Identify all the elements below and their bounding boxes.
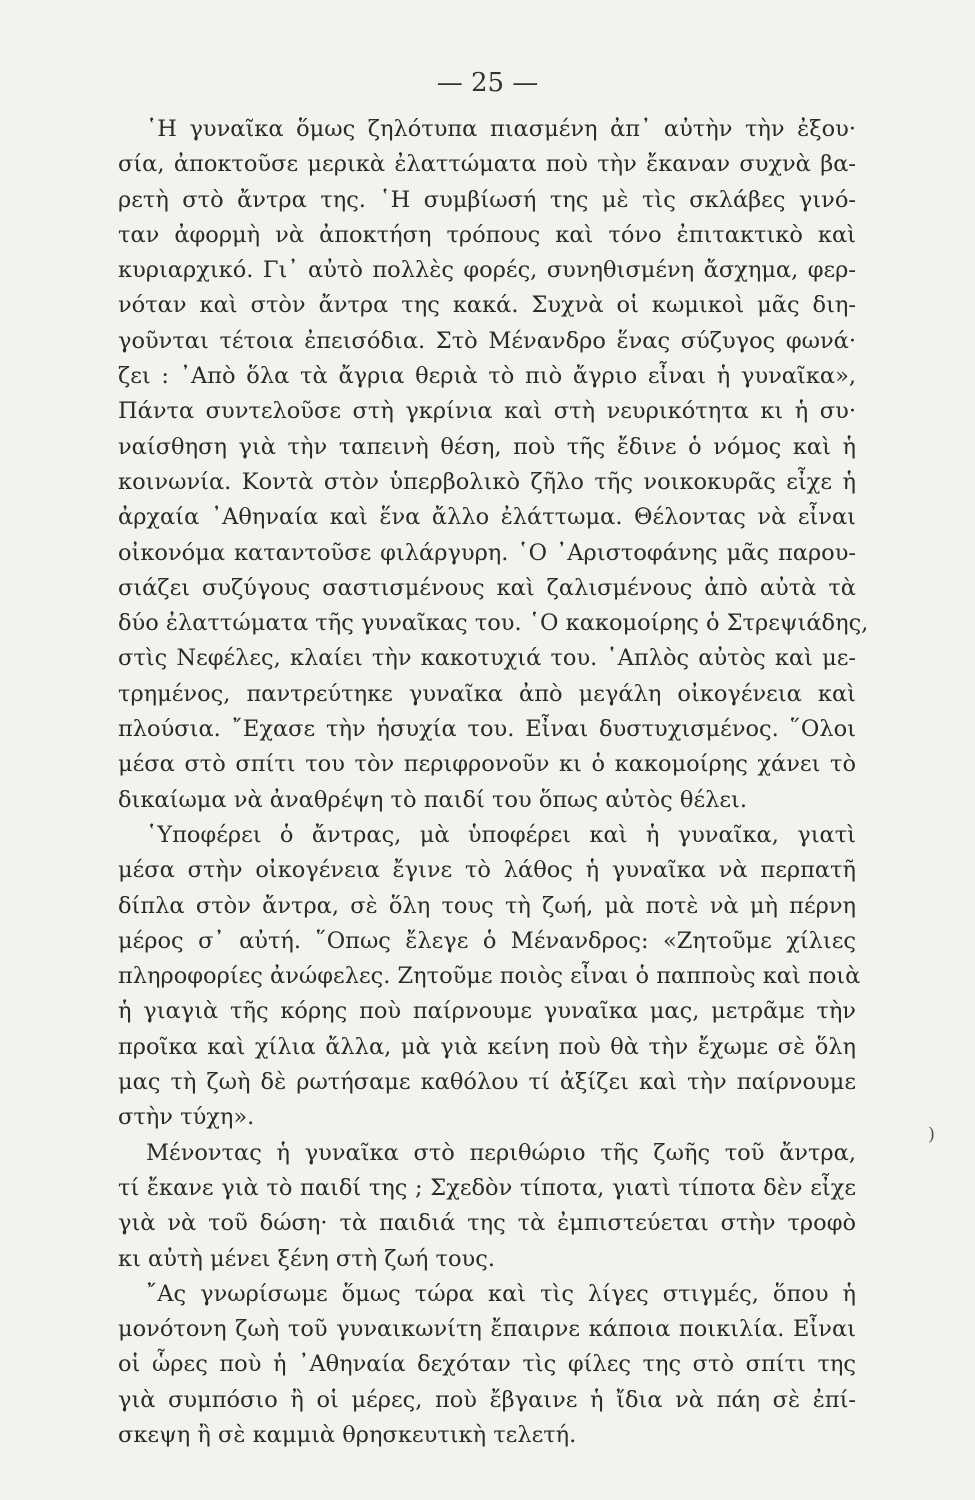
margin-mark: ) (928, 1124, 936, 1145)
text-line: ῾Η γυναῖκα ὅμως ζηλότυπα πιασμένη ἀπ᾿ αὐτὴν τὴν ἐξου· (146, 116, 856, 142)
text-line: στὴν τύχη». (118, 1104, 255, 1131)
text-line: μονότονη ζωὴ τοῦ γυναικωνίτη ἔπαιρνε κάποια ποικιλία. Εἶναι (118, 1316, 856, 1343)
text-line: σία, ἀποκτοῦσε μερικὰ ἐλαττώματα ποὺ τὴν ἔκαναν συχνὰ βα- (118, 151, 856, 178)
text-line: μέρος σ᾿ αὐτή. ῞Οπως ἔλεγε ὁ Μένανδρος: «Ζητοῦμε χίλιες (118, 927, 856, 954)
text-line: ἀρχαία ᾽Αθηναία καὶ ἕνα ἄλλο ἐλάττωμα. Θέλοντας νὰ εἶναι (118, 504, 856, 531)
text-line: στὶς Νεφέλες, κλαίει τὴν κακοτυχιά του. ῾Απλὸς αὐτὸς καὶ με- (118, 645, 856, 672)
text-line: μέσα στὸ σπίτι του τὸν περιφρονοῦν κι ὁ κακομοίρης χάνει τὸ (118, 751, 856, 778)
text-line: μέσα στὴν οἰκογένεια ἔγινε τὸ λάθος ἡ γυναῖκα νὰ περπατῆ (118, 857, 856, 884)
page-number: — 25 — (436, 68, 539, 98)
text-line: προῖκα καὶ χίλια ἄλλα, μὰ γιὰ κείνη ποὺ θὰ τὴν ἔχωμε σὲ ὅλη (118, 1033, 856, 1060)
text-line: γιὰ νὰ τοῦ δώση· τὰ παιδιά της τὰ ἐμπιστεύεται στὴν τροφὸ (118, 1210, 856, 1237)
text-line: κι αὐτὴ μένει ξένη στὴ ζωή τους. (118, 1245, 495, 1272)
text-line: ναίσθηση γιὰ τὴν ταπεινὴ θέση, ποὺ τῆς ἔδινε ὁ νόμος καὶ ἡ (118, 433, 856, 460)
text-line: γιὰ συμπόσιο ἢ οἱ μέρες, ποὺ ἔβγαινε ἡ ἴδια νὰ πάη σὲ ἐπί- (118, 1386, 856, 1413)
text-line: δίπλα στὸν ἄντρα, σὲ ὅλη τους τὴ ζωή, μὰ ποτὲ νὰ μὴ πέρνη (118, 892, 856, 919)
text-line: πλούσια. ῎Εχασε τὴν ἡσυχία του. Εἶναι δυστυχισμένος. ῞Ολοι (118, 716, 856, 743)
text-line: ῎Ας γνωρίσωμε ὅμως τώρα καὶ τὶς λίγες στιγμές, ὅπου ἡ (146, 1280, 856, 1307)
text-line: οἱ ὧρες ποὺ ἡ ᾽Αθηναία δεχόταν τὶς φίλες της στὸ σπίτι της (118, 1351, 856, 1378)
text-line: κυριαρχικό. Γι᾿ αὐτὸ πολλὲς φορές, συνηθισμένη ἄσχημα, φερ- (118, 257, 856, 284)
text-line: τρημένος, παντρεύτηκε γυναῖκα ἀπὸ μεγάλη οἰκογένεια καὶ (118, 680, 856, 707)
text-line: οἰκονόμα καταντοῦσε φιλάργυρη. ῾Ο ᾽Αριστοφάνης μᾶς παρου- (118, 539, 856, 566)
text-line: γοῦνται τέτοια ἐπεισόδια. Στὸ Μένανδρο ἕνας σύζυγος φωνά· (118, 327, 856, 354)
text-line: κοινωνία. Κοντὰ στὸν ὑπερβολικὸ ζῆλο τῆς νοικοκυρᾶς εἶχε ἡ (118, 468, 856, 495)
text-line: νόταν καὶ στὸν ἄντρα της κακά. Συχνὰ οἱ κωμικοὶ μᾶς διη- (118, 292, 856, 319)
text-line: τί ἔκανε γιὰ τὸ παιδί της ; Σχεδὸν τίποτα, γιατὶ τίποτα δὲν εἶχε (118, 1174, 856, 1201)
text-line: δύο ἐλαττώματα τῆς γυναῖκας του. ῾Ο κακομοίρης ὁ Στρεψιάδης, (118, 610, 869, 637)
text-line: Πάντα συντελοῦσε στὴ γκρίνια καὶ στὴ νευρικότητα κι ἡ συ· (118, 398, 856, 425)
text-line: ταν ἀφορμὴ νὰ ἀποκτήση τρόπους καὶ τόνο ἐπιτακτικὸ καὶ (118, 221, 856, 248)
text-line: σκεψη ἢ σὲ καμμιὰ θρησκευτικὴ τελετή. (118, 1421, 577, 1448)
text-line: δικαίωμα νὰ ἀναθρέψη τὸ παιδί του ὅπως αὐτὸς θέλει. (118, 786, 748, 813)
text-line: Μένοντας ἡ γυναῖκα στὸ περιθώριο τῆς ζωῆς τοῦ ἄντρα, (146, 1139, 856, 1166)
text-line: ἡ γιαγιὰ τῆς κόρης ποὺ παίρνουμε γυναῖκα μας, μετρᾶμε τὴν (118, 998, 856, 1025)
text-line: πληροφορίες ἀνώφελες. Ζητοῦμε ποιὸς εἶναι ὁ παπποὺς καὶ ποιὰ (118, 963, 861, 990)
text-line: μας τὴ ζωὴ δὲ ρωτήσαμε καθόλου τί ἀξίζει καὶ τὴν παίρνουμε (118, 1069, 856, 1096)
body-text (118, 112, 869, 1453)
text-line: σιάζει συζύγους σαστισμένους καὶ ζαλισμένους ἀπὸ αὐτὰ τὰ (118, 574, 856, 601)
text-line: ῾Υποφέρει ὁ ἄντρας, μὰ ὑποφέρει καὶ ἡ γυναῖκα, γιατὶ (146, 821, 856, 848)
text-line: ρετὴ στὸ ἄντρα της. ῾Η συμβίωσή της μὲ τὶς σκλάβες γινό- (118, 186, 856, 213)
text-line: ζει : ᾽Απὸ ὅλα τὰ ἄγρια θεριὰ τὸ πιὸ ἄγριο εἶναι ἡ γυναῖκα», (118, 363, 856, 390)
